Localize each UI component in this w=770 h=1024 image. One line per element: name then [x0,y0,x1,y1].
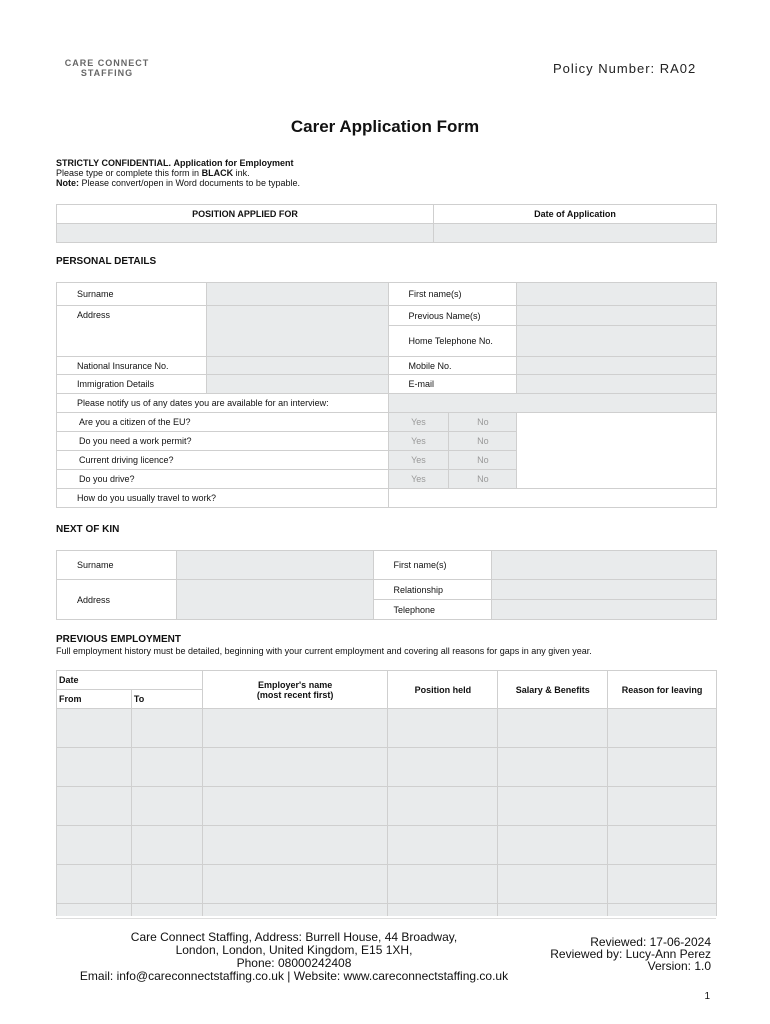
kin-table [56,550,717,620]
kin-first-names-label: First name(s) [373,551,492,580]
previous-names-label: Previous Name(s) [388,306,517,326]
date-header: Date of Application [434,205,717,224]
from-cell[interactable] [57,787,132,826]
position-cell[interactable] [388,904,498,917]
position-cell[interactable] [388,748,498,787]
footer-address-line2: London, London, United Kingdom, E15 1XH, [175,943,413,957]
first-names-field[interactable] [517,283,717,306]
table-row [57,709,717,748]
note-label: Note: [56,178,79,188]
first-names-label: First name(s) [388,283,517,306]
employer-header [202,671,388,709]
position-table [56,204,717,243]
salary-cell[interactable] [498,748,608,787]
salary-header: Salary & Benefits [498,671,608,709]
logo-line-2: STAFFING [80,68,134,78]
salary-cell[interactable] [498,709,608,748]
company-logo [62,58,152,78]
email-label: E-mail [388,375,517,394]
strict-label: STRICTLY CONFIDENTIAL. [56,158,172,168]
to-header: To [131,690,202,709]
app-label: Application for Employment [173,158,294,168]
footer-divider [56,918,716,919]
position-cell[interactable] [388,826,498,865]
question-licence: Current driving licence? [57,451,389,470]
note-text: Please convert/open in Word documents to be typable. [79,178,300,188]
reason-cell[interactable] [608,748,717,787]
employer-cell[interactable] [202,787,388,826]
salary-cell[interactable] [498,787,608,826]
footer-address-line4: Email: info@careconnectstaffing.co.uk | Website: www.careconnectstaffing.co.uk [79,969,509,983]
logo-line-1: CARE CONNECT [64,58,150,68]
surname-label: Surname [57,283,207,306]
notify-label: Please notify us of any dates you are available for an interview: [57,394,389,413]
salary-cell[interactable] [498,865,608,904]
reason-cell[interactable] [608,826,717,865]
table-row [57,826,717,865]
email-field[interactable] [517,375,717,394]
position-field[interactable] [57,224,434,243]
question-drive: Do you drive? [57,470,389,489]
to-cell[interactable] [131,709,202,748]
employment-note: Full employment history must be detailed, beginning with your current employment and covering all reasons for gaps in any given year. [56,646,592,656]
home-tel-label: Home Telephone No. [388,326,517,357]
reason-cell[interactable] [608,865,717,904]
table-row [57,748,717,787]
question-eu: Are you a citizen of the EU? [57,413,389,432]
table-row [57,787,717,826]
immigration-field[interactable] [206,375,388,394]
previous-names-field[interactable] [517,306,717,326]
licence-yes[interactable]: Yes [388,451,449,470]
reason-header: Reason for leaving [608,671,717,709]
salary-cell[interactable] [498,904,608,917]
home-tel-field[interactable] [517,326,717,357]
from-cell[interactable] [57,904,132,917]
to-cell[interactable] [131,865,202,904]
date-field[interactable] [434,224,717,243]
from-cell[interactable] [57,709,132,748]
employment-table [56,670,717,916]
employer-header-line2: (most recent first) [256,689,334,700]
policy-number: Policy Number: RA02 [553,61,697,76]
employer-cell[interactable] [202,826,388,865]
drive-yes[interactable]: Yes [388,470,449,489]
employment-heading: PREVIOUS EMPLOYMENT [56,634,182,645]
version: Version: 1.0 [647,959,711,973]
address-field[interactable] [206,306,388,357]
page-title: Carer Application Form [290,117,480,136]
ni-label: National Insurance No. [57,357,207,375]
ink-instruction-c: ink. [233,168,250,178]
to-cell[interactable] [131,826,202,865]
footer-address-line1: Care Connect Staffing, Address: Burrell House, 44 Broadway, [130,930,458,944]
kin-surname-label: Surname [57,551,177,580]
position-header: POSITION APPLIED FOR [57,205,434,224]
notify-field[interactable] [388,394,717,413]
eu-yes[interactable]: Yes [388,413,449,432]
table-row [57,904,717,917]
page-number: 1 [704,991,710,1002]
from-cell[interactable] [57,748,132,787]
kin-first-names-field[interactable] [492,551,717,580]
mobile-label: Mobile No. [388,357,517,375]
licence-no[interactable]: No [449,451,517,470]
reason-cell[interactable] [608,904,717,917]
reason-cell[interactable] [608,787,717,826]
salary-cell[interactable] [498,826,608,865]
ink-instruction-b: BLACK [201,168,234,178]
personal-heading: PERSONAL DETAILS [56,256,157,267]
date-col-label: Date [57,671,203,690]
footer-address [62,931,526,983]
surname-field[interactable] [206,283,388,306]
drive-no[interactable]: No [449,470,517,489]
position-cell[interactable] [388,865,498,904]
employer-cell[interactable] [202,709,388,748]
table-row [57,865,717,904]
footer-review [550,936,711,972]
reviewed-by: Reviewed by: Lucy-Ann Perez [550,947,711,961]
reason-cell[interactable] [608,709,717,748]
to-cell[interactable] [131,904,202,917]
kin-heading: NEXT OF KIN [56,524,120,535]
permit-no[interactable]: No [449,432,517,451]
kin-relationship-field[interactable] [492,580,717,600]
ink-instruction-a: Please type or complete this form in [56,168,202,178]
kin-surname-field[interactable] [176,551,373,580]
employer-cell[interactable] [202,748,388,787]
kin-address-label: Address [57,580,177,620]
reviewed-date: Reviewed: 17-06-2024 [590,935,711,949]
to-cell[interactable] [131,787,202,826]
address-label: Address [57,306,207,357]
intro-text [56,158,300,188]
to-cell[interactable] [131,748,202,787]
kin-telephone-field[interactable] [492,600,717,620]
mobile-field[interactable] [517,357,717,375]
position-cell[interactable] [388,709,498,748]
immigration-label: Immigration Details [57,375,207,394]
employment-table-wrap [56,670,717,916]
kin-relationship-label: Relationship [373,580,492,600]
employer-cell[interactable] [202,904,388,917]
kin-address-field[interactable] [176,580,373,620]
employer-header-line1: Employer's name [258,679,333,690]
kin-telephone-label: Telephone [373,600,492,620]
footer-address-line3: Phone: 08000242408 [236,956,352,970]
question-permit: Do you need a work permit? [57,432,389,451]
from-cell[interactable] [57,865,132,904]
travel-label: How do you usually travel to work? [57,489,389,508]
from-header: From [57,690,132,709]
travel-field[interactable] [388,489,717,508]
personal-table [56,282,717,508]
ni-field[interactable] [206,357,388,375]
questions-blank [517,413,717,489]
eu-no[interactable]: No [449,413,517,432]
permit-yes[interactable]: Yes [388,432,449,451]
from-cell[interactable] [57,826,132,865]
position-cell[interactable] [388,787,498,826]
position-held-header: Position held [388,671,498,709]
employer-cell[interactable] [202,865,388,904]
